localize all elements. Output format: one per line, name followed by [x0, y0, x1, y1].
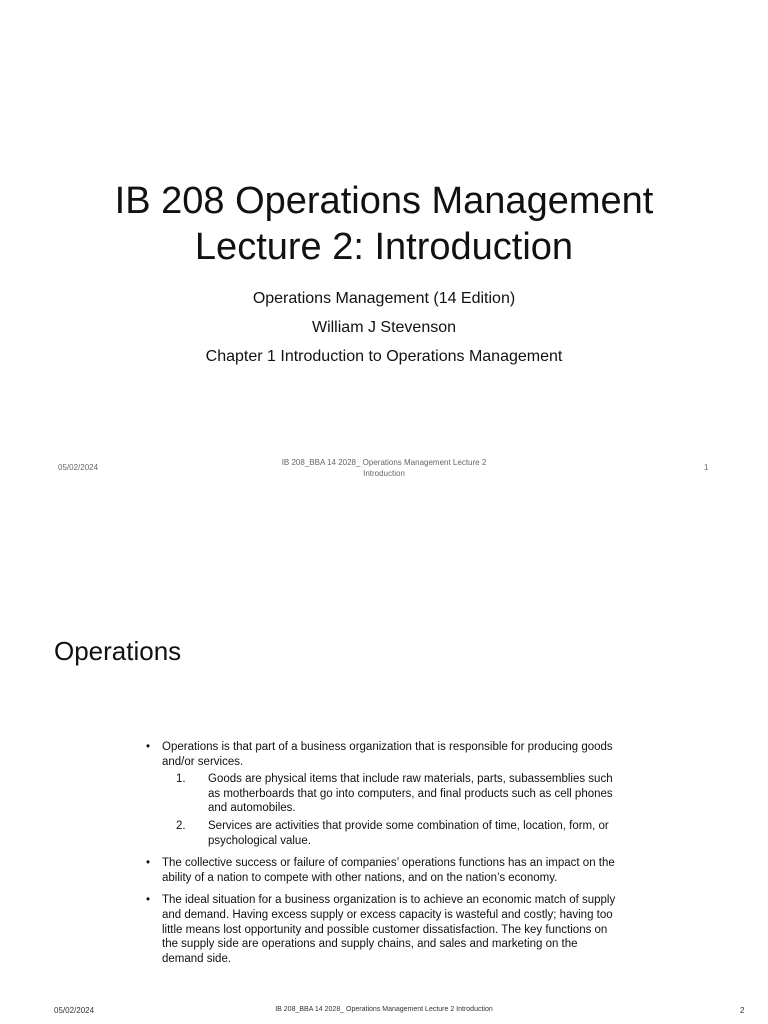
bullet-icon: • — [146, 741, 151, 753]
footer-page-number: 1 — [704, 463, 709, 472]
item-number: 1. — [176, 773, 186, 786]
footer-title-line-2: Introduction — [363, 469, 405, 478]
bullet-item — [146, 893, 620, 966]
bullet-item — [146, 740, 620, 848]
numbered-item — [162, 772, 620, 816]
footer-page-number: 2 — [740, 1006, 745, 1015]
subtitle-line-3: Chapter 1 Introduction to Operations Management — [205, 348, 563, 365]
numbered-item — [162, 819, 620, 848]
footer-date: 05/02/2024 — [58, 463, 99, 472]
slide-2 — [0, 500, 768, 1024]
slide-subtitle — [0, 284, 768, 371]
bullet-item — [146, 856, 620, 885]
slide-heading: Operations — [54, 636, 182, 666]
bullet-icon: • — [146, 857, 151, 870]
slide-title — [0, 178, 768, 270]
footer-title-line-1: IB 208_BBA 14 2028_ Operations Management Lecture 2 — [281, 458, 487, 467]
footer-title — [234, 457, 534, 479]
bullet-text: The ideal situation for a business organization is to achieve an economic match of supply and demand. Having excess supply or excess capacity is wasteful and costly; having too little means lost opportunity and possible customer dissatisfaction. The key functions on the supply side are operations and supply chains, and sales and marketing on the demand side. — [162, 894, 616, 965]
footer-title: IB 208_BBA 14 2028_ Operations Management Lecture 2 Introduction — [275, 1006, 493, 1013]
bullet-list — [146, 740, 620, 974]
subtitle-line-1: Operations Management (14 Edition) — [252, 290, 516, 307]
bullet-text: The collective success or failure of companies’ operations functions has an impact on the ability of a nation to compete with other nations, and on the nation’s economy. — [162, 857, 615, 884]
title-line-2: Lecture 2: Introduction — [194, 226, 574, 268]
title-line-1: IB 208 Operations Management — [114, 180, 654, 222]
bullet-icon: • — [146, 894, 151, 907]
subtitle-line-2: William J Stevenson — [311, 319, 457, 336]
slide-1 — [0, 0, 768, 500]
numbered-item-text: Services are activities that provide some combination of time, location, form, or psychological value. — [208, 819, 609, 847]
footer-date: 05/02/2024 — [54, 1006, 95, 1015]
item-number: 2. — [176, 819, 186, 832]
numbered-item-text: Goods are physical items that include raw materials, parts, subassemblies such as motherboards that go into computers, and final products such as cell phones and automobiles. — [208, 773, 613, 815]
bullet-text: Operations is that part of a business organization that is responsible for producing goods and/or services. — [162, 741, 613, 768]
